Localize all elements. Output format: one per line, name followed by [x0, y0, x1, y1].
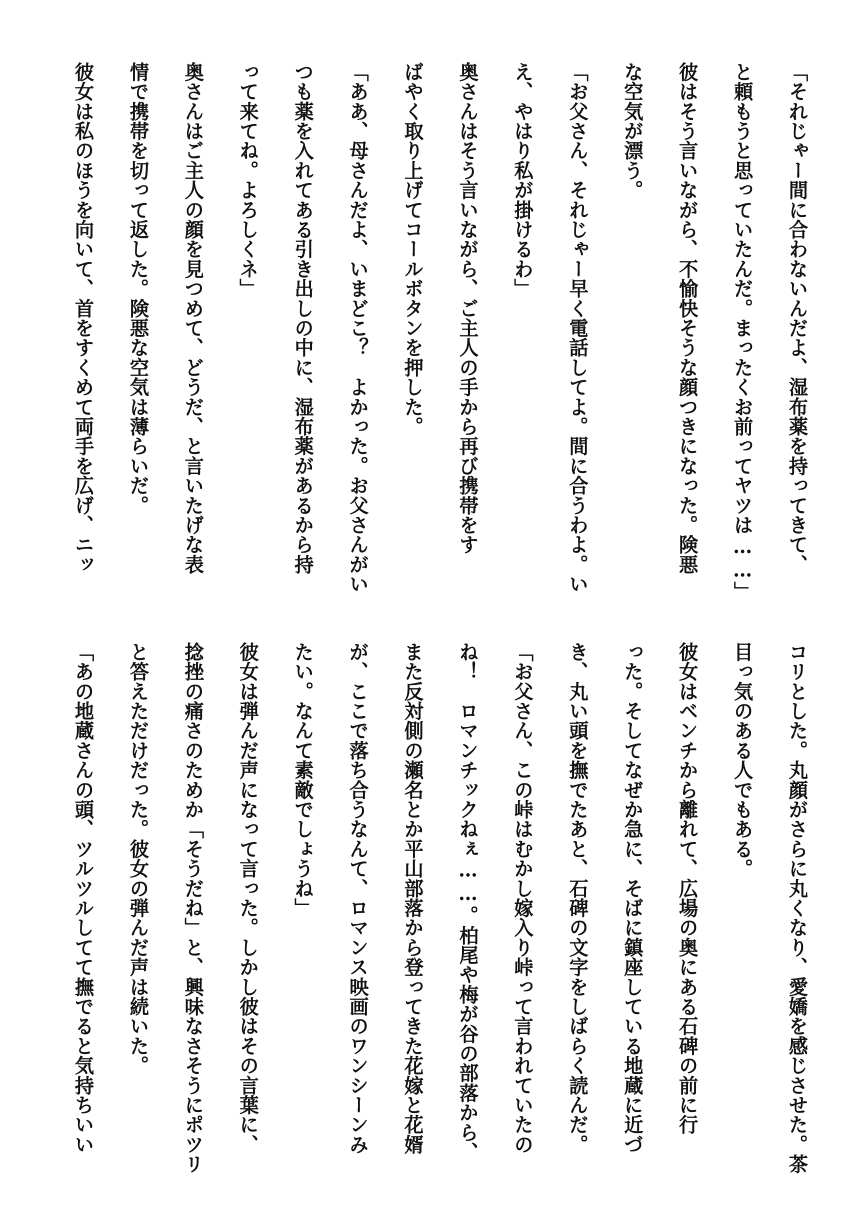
text-column: 奥さんはそう言いながら、ご主人の手から再び携帯をす: [456, 62, 480, 555]
text-column: 彼女は弾んだ声になって言った。しかし彼はその言葉に、: [236, 642, 260, 1155]
text-column: 「あの地蔵さんの頭、ツルツルしてて撫でると気持ちいい: [72, 642, 95, 1155]
bottom-text-block: [70, 642, 810, 1187]
text-column: ばやく取り上げてコールボタンを押した。: [401, 62, 425, 437]
text-column: 「お父さん、それじゃー早く電話してよ。間に合うわよ。い: [566, 62, 590, 594]
text-column: き、丸い頭を撫でたあと、石碑の文字をしばらく読んだ。: [566, 642, 590, 1155]
text-column: 捻挫の痛さのためか「そうだね」と、興味なさそうにポツリ: [181, 642, 205, 1174]
text-column: 彼女は私のほうを向いて、首をすくめて両手を広げ、ニッ: [72, 62, 95, 575]
text-column: たい。なんて素敵でしょうね」: [291, 642, 315, 918]
text-column: え、やはり私が掛けるわ」: [511, 62, 535, 299]
text-column: った。そしてなぜか急に、そばに鎮座している地蔵に近づ: [621, 642, 645, 1155]
text-column: 彼女はベンチから離れて、広場の奥にある石碑の前に行: [676, 642, 700, 1135]
text-column: 彼はそう言いながら、不愉快そうな顔つきになった。険悪: [676, 62, 700, 575]
text-column: な空気が漂う。: [621, 62, 645, 200]
text-column: と頼もうと思っていたんだ。まったくお前ってヤツは……」: [731, 62, 755, 602]
text-column: 情で携帯を切って返した。険悪な空気は薄らいだ。: [126, 62, 150, 516]
text-column: 「それじゃー間に合わないんだよ、湿布薬を持ってきて、: [785, 62, 809, 575]
text-column: が、ここで落ち合うなんて、ロマンス映画のワンシーンみ: [346, 642, 370, 1155]
text-column: と答えただけだった。彼女の弾んだ声は続いた。: [126, 642, 150, 1076]
text-column: つも薬を入れてある引き出しの中に、湿布薬があるから持: [291, 62, 315, 575]
text-column: 「お父さん、この峠はむかし嫁入り峠って言われていたの: [511, 642, 535, 1155]
text-column: って来てね。よろしくネ」: [236, 62, 260, 299]
text-column: 奥さんはご主人の顔を見つめて、どうだ、と言いたげな表: [181, 62, 205, 575]
text-column: 目っ気のある人でもある。: [731, 642, 755, 879]
text-column: コリとした。丸顔がさらに丸くなり、愛嬌を感じさせた。茶: [785, 642, 809, 1174]
text-column: また反対側の瀬名とか平山部落から登ってきた花嫁と花婿: [401, 642, 425, 1155]
text-column: 「ああ、母さんだよ、いまどこ？ よかった。お父さんがい: [346, 62, 370, 594]
text-column: ね！ ロマンチックねぇ……。柏尾や梅が谷の部落から、: [456, 642, 480, 1162]
top-text-block: [70, 62, 810, 607]
